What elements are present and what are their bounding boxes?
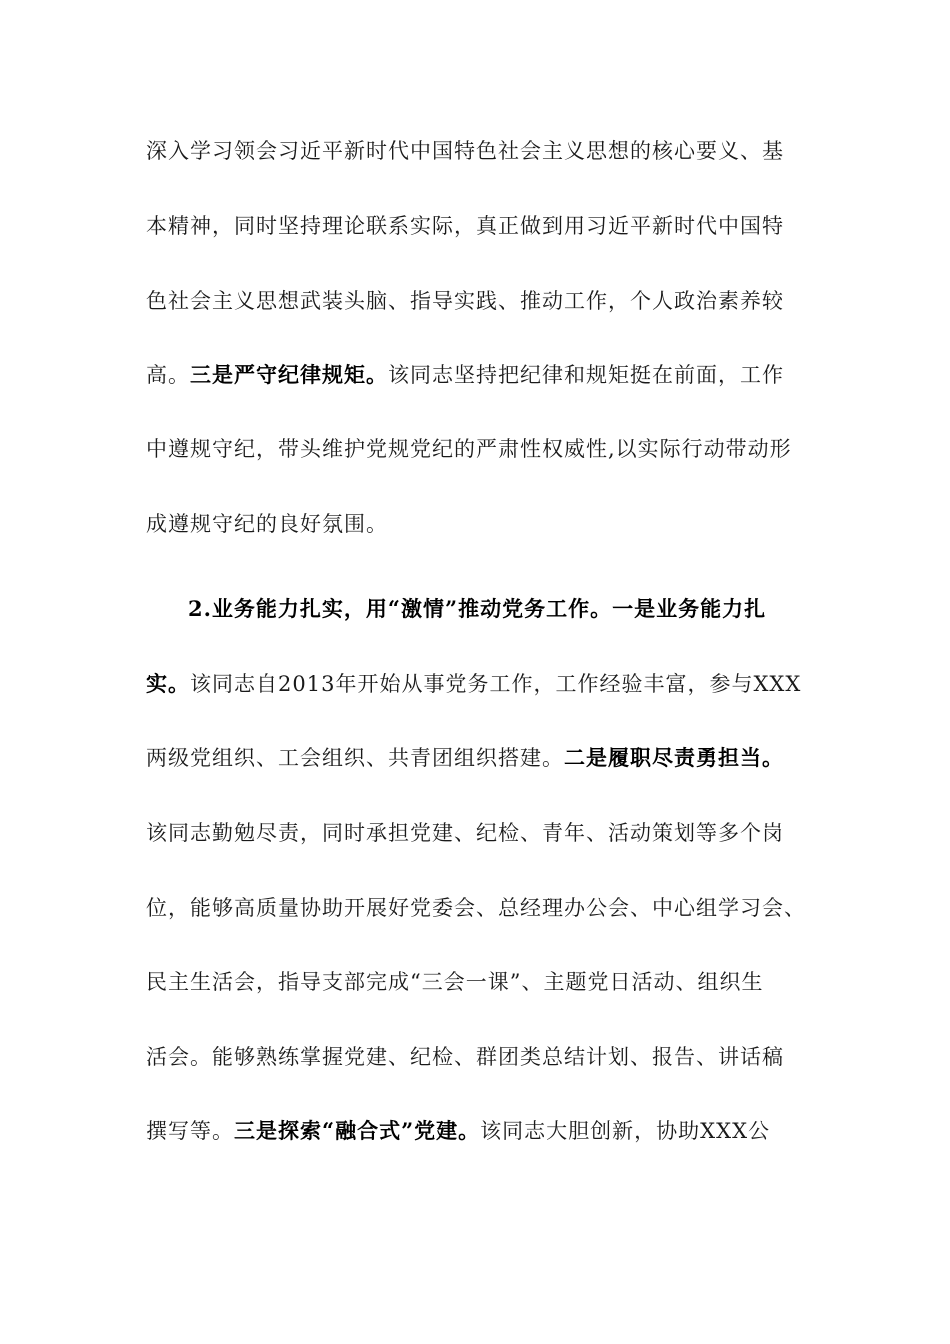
text-line bbox=[146, 669, 806, 699]
text-run: 该同志勤勉尽责，同时承担党建、纪检、青年、活动策划等多个岗 bbox=[146, 821, 784, 845]
bold-heading-run: 二是履职尽责勇担当。 bbox=[564, 745, 784, 770]
text-line bbox=[146, 211, 806, 241]
text-run: 该同志坚持把纪律和规矩挺在前面，工作 bbox=[388, 363, 784, 387]
text-run: 该同志自2013年开始从事党务工作，工作经验丰富，参与XXX bbox=[190, 672, 802, 696]
text-line bbox=[146, 893, 806, 923]
text-line bbox=[146, 1116, 806, 1146]
text-run: 两级党组织、工会组织、共青团组织搭建。 bbox=[146, 746, 564, 770]
text-run: 高。 bbox=[146, 363, 190, 387]
text-line bbox=[146, 818, 806, 848]
text-run: 撰写等。 bbox=[146, 1119, 234, 1143]
text-run: 民主生活会，指导支部完成“三会一课”、主题党日活动、组织生 bbox=[146, 970, 764, 994]
text-line bbox=[146, 360, 806, 390]
bold-heading-run: 三是探索“融合式”党建。 bbox=[234, 1118, 481, 1143]
text-run: 本精神，同时坚持理论联系实际，真正做到用习近平新时代中国特 bbox=[146, 214, 784, 238]
text-line bbox=[146, 967, 806, 997]
text-line-indented bbox=[188, 594, 848, 624]
text-line bbox=[146, 1042, 806, 1072]
bold-heading-run: 三是严守纪律规矩。 bbox=[190, 362, 388, 387]
bold-heading-run: 2.业务能力扎实，用“激情”推动党务工作。一是业务能力扎 bbox=[188, 596, 767, 621]
text-run: 该同志大胆创新，协助XXX公 bbox=[480, 1119, 771, 1143]
text-line bbox=[146, 136, 806, 166]
text-run: 色社会主义思想武装头脑、指导实践、推动工作，个人政治素养较 bbox=[146, 289, 784, 313]
text-line bbox=[146, 509, 806, 539]
bold-heading-run: 实。 bbox=[146, 671, 190, 696]
text-line bbox=[146, 286, 806, 316]
text-line bbox=[146, 434, 806, 464]
text-run: 中遵规守纪，带头维护党规党纪的严肃性权威性,以实际行动带动形 bbox=[146, 437, 792, 461]
text-line bbox=[146, 743, 806, 773]
text-run: 活会。能够熟练掌握党建、纪检、群团类总结计划、报告、讲话稿 bbox=[146, 1045, 784, 1069]
text-run: 成遵规守纪的良好氛围。 bbox=[146, 512, 388, 536]
text-run: 深入学习领会习近平新时代中国特色社会主义思想的核心要义、基 bbox=[146, 139, 784, 163]
text-run: 位，能够高质量协助开展好党委会、总经理办公会、中心组学习会、 bbox=[146, 896, 806, 920]
